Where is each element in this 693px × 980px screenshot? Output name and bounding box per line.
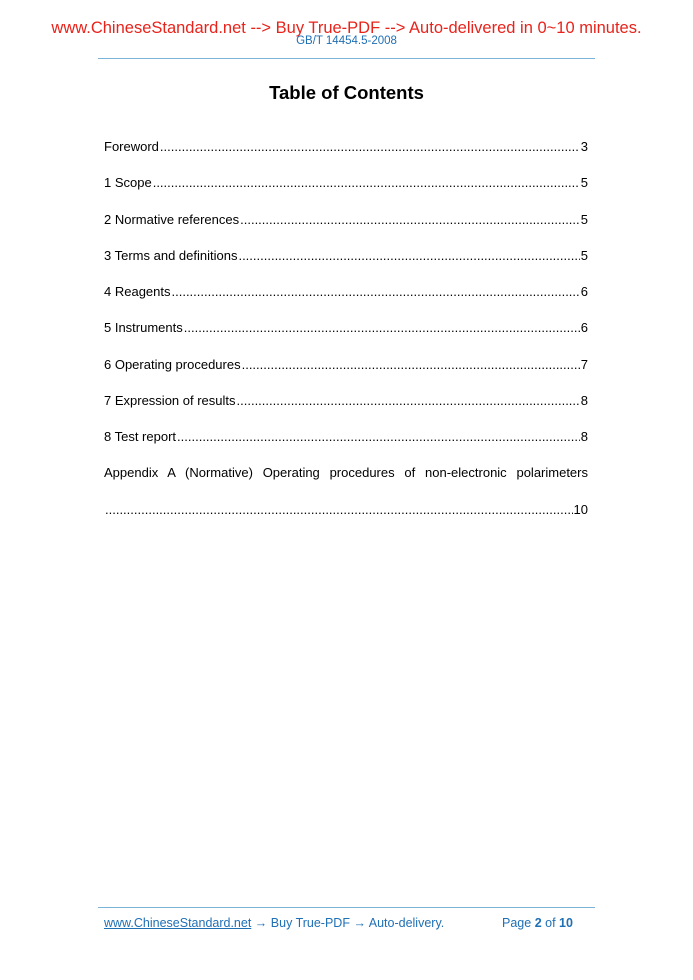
toc-dot-leader [153,174,580,192]
toc-entry-page: 6 [580,284,588,300]
toc-entry-expression-of-results[interactable] [104,392,588,428]
toc-entry-appendix-a[interactable]: Appendix A (Normative) Operating procedures of non-electronic polarimeters [104,465,588,480]
toc-entry-operating-procedures[interactable] [104,356,588,392]
page-indicator [502,915,573,931]
toc-entry-test-report[interactable] [104,428,588,464]
toc-entry-page: 7 [580,356,588,372]
toc-entry-page: 5 [580,175,588,191]
header-divider [98,58,595,59]
toc-entry-label: 7 Expression of results [104,393,236,409]
toc-entry-label: 6 Operating procedures [104,356,241,372]
toc-dot-leader [237,392,580,410]
toc-dot-leader [105,501,573,519]
toc-entry-label: 2 Normative references [104,211,240,227]
toc-dot-leader [240,211,580,229]
toc-entry-instruments[interactable] [104,319,588,355]
toc-title: Table of Contents [269,82,424,103]
toc-entry-label: Foreword [104,139,159,154]
footer-buy-text: Buy True-PDF [270,916,350,930]
toc-entry-normative-references[interactable] [104,211,588,247]
toc-entry-label: 8 Test report [104,429,177,445]
toc-entry-page: 8 [580,393,588,409]
toc-entry-label: 4 Reagents [104,284,171,300]
footer-auto-text: Auto-delivery. [368,916,445,930]
toc-entry-label: 5 Instruments [104,320,183,336]
toc-entry-page: 6 [580,320,588,336]
footer-site-link[interactable]: www.ChineseStandard.net [104,916,252,930]
arrow-right-icon: → [254,916,268,930]
toc-entry-page: 3 [580,139,588,154]
total-pages-number: 10 [559,916,573,930]
toc-entry-label: 3 Terms and definitions [104,247,238,263]
footer-promo [104,915,444,931]
page-label: Page [502,916,532,930]
toc-dot-leader [238,247,579,265]
toc-entry-reagents[interactable] [104,283,588,319]
of-label: of [545,916,556,930]
toc-entry-page: 5 [580,247,588,263]
toc-entry-foreword[interactable] [104,138,588,174]
toc-list [104,138,588,465]
toc-entry-terms-definitions[interactable] [104,247,588,283]
toc-dot-leader [177,428,580,446]
banner-text: www.ChineseStandard.net --> Buy True-PDF --> Auto-delivered in 0~10 minutes. [51,19,642,37]
toc-dot-leader [160,138,580,156]
toc-dot-leader [172,283,580,301]
footer-divider [98,907,595,908]
toc-dot-leader [184,319,580,337]
toc-entry-label: 1 Scope [104,175,152,191]
toc-entry-appendix-a-leader[interactable] [104,501,588,519]
toc-entry-page: 8 [580,429,588,445]
toc-entry-page: 10 [573,502,588,517]
toc-entry-page: 5 [580,211,588,227]
toc-dot-leader [242,356,580,374]
toc-entry-scope[interactable] [104,174,588,210]
standard-code: GB/T 14454.5-2008 [296,35,397,47]
current-page-number: 2 [534,916,542,930]
arrow-right-icon: → [353,916,366,930]
